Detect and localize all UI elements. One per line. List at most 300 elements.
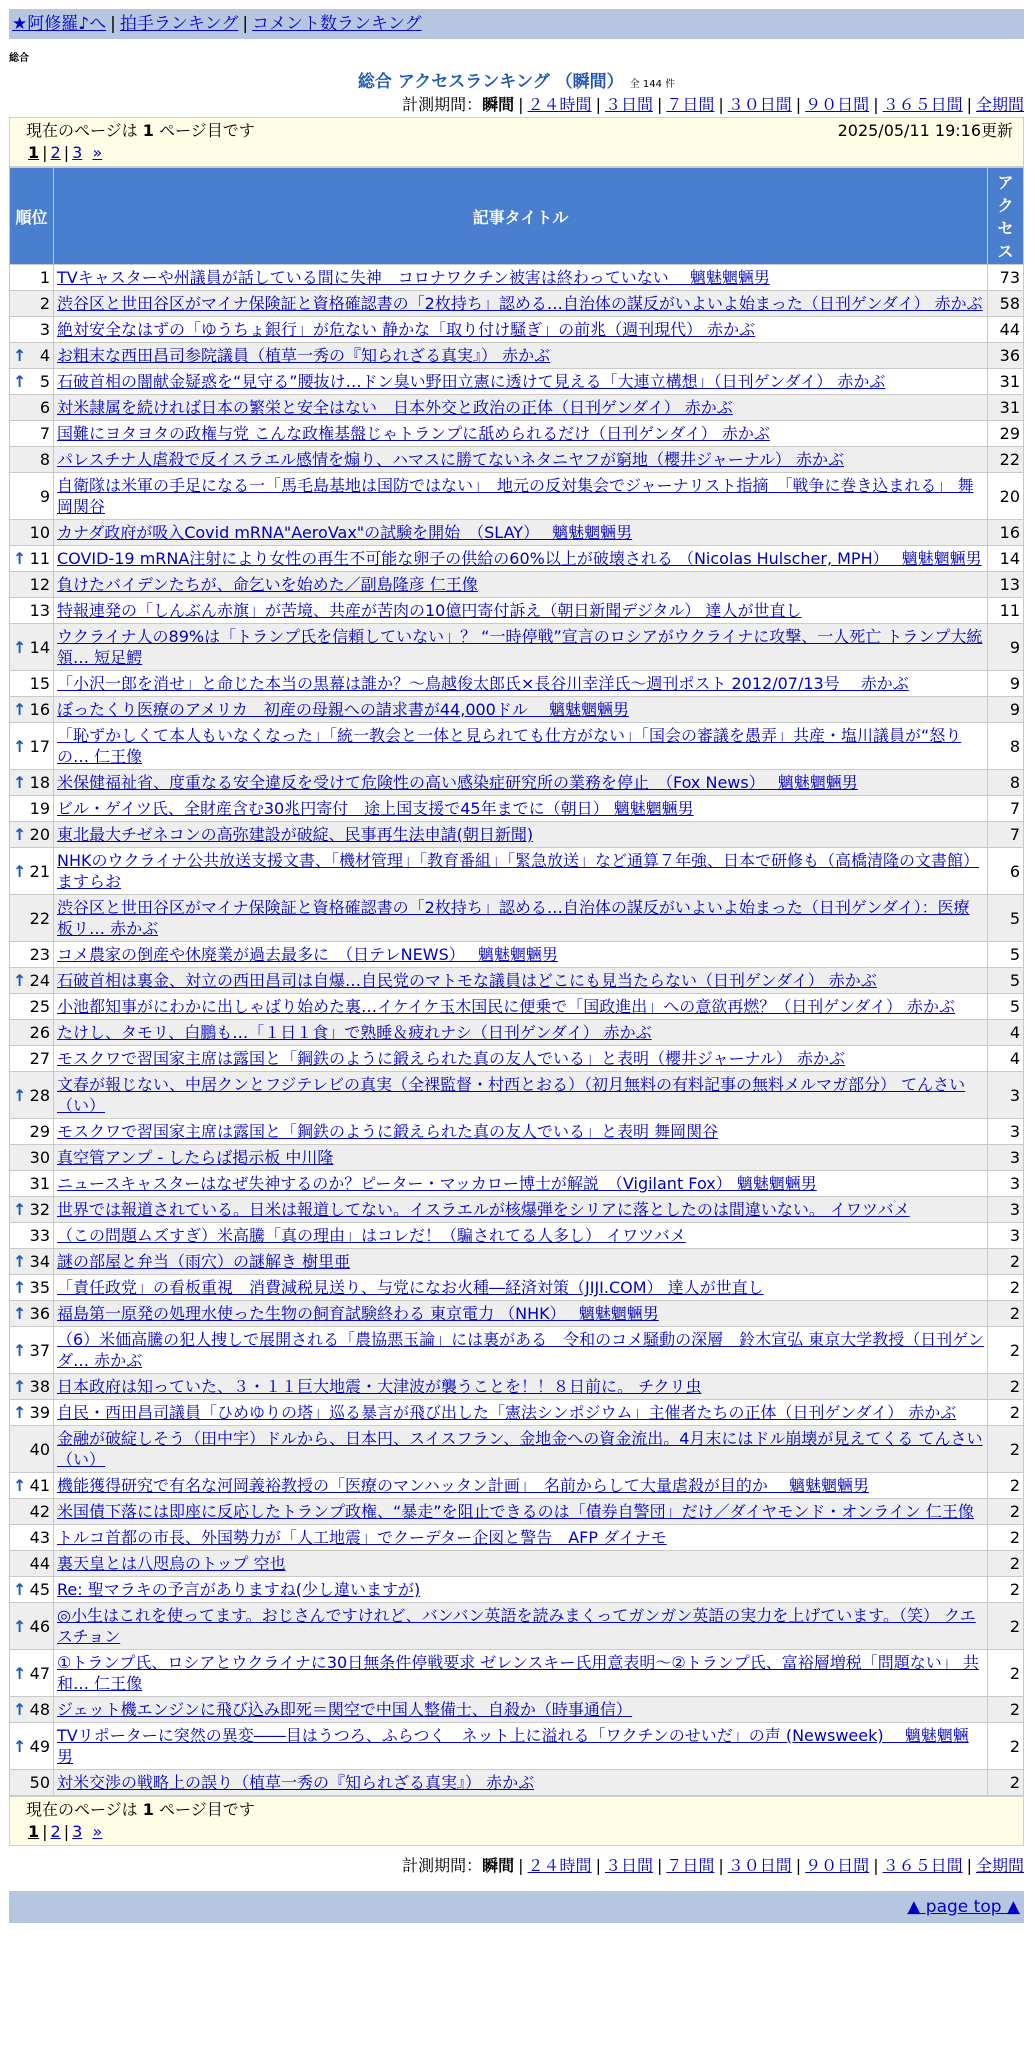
rank-cell: [10, 1020, 54, 1046]
article-link[interactable]: 世界では報道されている。日米は報道してない。イスラエルが核爆弾をシリアに落としたのは間違いない。 イワツバメ: [57, 1200, 910, 1219]
article-link[interactable]: 裏天皇とは八咫烏のトップ 空也: [57, 1554, 286, 1573]
access-count: 4: [988, 1046, 1024, 1072]
rank-number: 46: [29, 1616, 50, 1636]
period-label: 計測期間：: [402, 95, 483, 114]
period-link[interactable]: ３日間: [604, 95, 653, 114]
period-link[interactable]: 全期間: [975, 1856, 1024, 1875]
access-count: 2: [988, 1650, 1024, 1697]
rank-cell: [10, 1603, 54, 1650]
rank-number: 13: [29, 601, 50, 620]
period-label: 計測期間：: [402, 1856, 483, 1875]
updated-time: 2025/05/11 19:16更新: [837, 121, 1013, 140]
rank-number: 45: [29, 1580, 50, 1599]
ranking-table: [9, 167, 1024, 1796]
rank-number: 34: [29, 1252, 50, 1271]
access-count: 2: [988, 1499, 1024, 1525]
rank-up-icon: ↑: [13, 372, 27, 391]
access-count: 11: [988, 598, 1024, 624]
table-row: [10, 473, 1024, 520]
rank-number: 5: [39, 372, 50, 391]
rank-cell: [10, 796, 54, 822]
rank-cell: [10, 447, 54, 473]
header-title: 記事タイトル: [54, 168, 988, 265]
access-count: 14: [988, 546, 1024, 572]
ranking-title-bar: [9, 71, 1024, 93]
article-link[interactable]: たけし、タモリ、白鵬も…「１日１食」で熟睡＆疲れナシ（日刊ゲンダイ） 赤かぶ: [57, 1023, 652, 1042]
period-current: 瞬間: [482, 95, 515, 114]
table-row: [10, 1374, 1024, 1400]
access-count: 8: [988, 723, 1024, 770]
access-count: 16: [988, 520, 1024, 546]
page-separator: |: [42, 143, 48, 162]
rank-up-icon: ↑: [13, 1700, 27, 1719]
article-link[interactable]: 真空管アンプ - したらば掲示板 中川隆: [57, 1148, 334, 1167]
title-cell: [54, 1770, 988, 1796]
rank-cell: [10, 1119, 54, 1145]
rank-cell: [10, 1697, 54, 1723]
rank-up-icon: ↑: [13, 1476, 27, 1495]
article-link[interactable]: ジェット機エンジンに飛び込み即死＝関空で中国人整備士、自殺か（時事通信）: [57, 1700, 632, 1719]
period-link[interactable]: ７日間: [666, 1856, 715, 1875]
table-row: [10, 317, 1024, 343]
period-separator: |: [656, 1856, 663, 1875]
rank-cell: [10, 697, 54, 723]
article-link[interactable]: モスクワで習国家主席は露国と「鋼鉄のように鍛えられた真の友人でいる」と表明（櫻井ジャーナル） 赤かぶ: [57, 1049, 845, 1068]
table-row: [10, 1249, 1024, 1275]
table-row: [10, 291, 1024, 317]
article-link[interactable]: コメ農家の倒産や休廃業が過去最多に （日テレNEWS） 魑魅魍魎男: [57, 945, 558, 964]
period-link[interactable]: ３６５日間: [882, 95, 963, 114]
rank-number: 12: [29, 575, 50, 594]
access-count: 36: [988, 343, 1024, 369]
table-row: [10, 265, 1024, 291]
article-link[interactable]: TVリポーターに突然の異変――目はうつろ、ふらつく ネット上に溢れる「ワクチンのせいだ」の声 (Newsweek) 魑魅魍魎男: [57, 1726, 969, 1766]
access-count: 2: [988, 1249, 1024, 1275]
period-separator: |: [595, 95, 601, 114]
table-row: [10, 520, 1024, 546]
header-rank: 順位: [10, 168, 54, 265]
access-count: 2: [988, 1723, 1024, 1770]
article-link[interactable]: 対米隷属を続ければ日本の繁栄と安全はない 日本外交と政治の正体（日刊ゲンダイ） 赤かぶ: [57, 398, 733, 417]
rank-cell: [10, 343, 54, 369]
access-count: 2: [988, 1374, 1024, 1400]
rank-up-icon: ↑: [13, 700, 27, 719]
rank-up-icon: ↑: [13, 1616, 27, 1636]
title-cell: [54, 421, 988, 447]
rank-cell: [10, 994, 54, 1020]
rank-number: 14: [29, 637, 50, 657]
table-row: [10, 968, 1024, 994]
rank-up-icon: ↑: [13, 825, 27, 844]
title-cell: [54, 1697, 988, 1723]
title-cell: [54, 1171, 988, 1197]
rank-cell: [10, 473, 54, 520]
period-separator: |: [966, 95, 972, 114]
title-cell: [54, 1603, 988, 1650]
article-link[interactable]: 石破首相は裏金、対立の西田昌司は自爆…自民党のマトモな議員はどこにも見当たらない（日刊ゲンダイ） 赤かぶ: [57, 971, 877, 990]
rank-cell: [10, 369, 54, 395]
rank-number: 17: [29, 736, 50, 756]
rank-cell: [10, 291, 54, 317]
title-cell: [54, 1650, 988, 1697]
rank-number: 36: [29, 1304, 50, 1323]
rank-up-icon: ↑: [13, 1085, 27, 1105]
access-count: 2: [988, 1697, 1024, 1723]
current-page: 1: [28, 1822, 40, 1841]
rank-cell: [10, 265, 54, 291]
rank-number: 15: [29, 674, 50, 693]
table-row: [10, 1327, 1024, 1374]
article-link[interactable]: 文春が報じない、中居クンとフジテレビの真実（全裸監督・村西とおる）（初月無料の有料記事の無料メルマガ部分） てんさい（い）: [57, 1075, 966, 1115]
access-count: 5: [988, 994, 1024, 1020]
table-row: [10, 447, 1024, 473]
rank-number: 37: [29, 1340, 50, 1360]
period-separator: |: [795, 95, 802, 114]
rank-up-icon: ↑: [13, 1377, 27, 1396]
title-cell: [54, 624, 988, 671]
title-cell: [54, 1374, 988, 1400]
table-row: [10, 572, 1024, 598]
rank-number: 6: [39, 398, 50, 417]
rank-cell: [10, 1525, 54, 1551]
page-status: 現在のページは 1 ページ目です: [26, 1800, 255, 1819]
period-link[interactable]: ７日間: [666, 95, 715, 114]
period-link[interactable]: ３０日間: [727, 95, 792, 114]
title-cell: [54, 671, 988, 697]
access-count: 5: [988, 968, 1024, 994]
page-link[interactable]: 2: [50, 143, 61, 162]
article-link[interactable]: （この問題ムズすぎ）米高騰「真の理由」はコレだ！（騙されてる人多し） イワツバメ: [57, 1226, 686, 1245]
rank-number: 32: [29, 1200, 50, 1219]
comment-ranking-link[interactable]: コメント数ランキング: [252, 14, 422, 34]
title-cell: [54, 473, 988, 520]
rank-cell: [10, 1770, 54, 1796]
access-count: 58: [988, 291, 1024, 317]
access-count: 3: [988, 1145, 1024, 1171]
period-separator: |: [873, 1856, 879, 1875]
access-count: 29: [988, 421, 1024, 447]
title-cell: [54, 723, 988, 770]
article-link[interactable]: 「小沢一郎を消せ」と命じた本当の黒幕は誰か？～鳥越俊太郎氏×長谷川幸洋氏～週刊ポスト 2012/07/13号 赤かぶ: [57, 674, 909, 693]
article-link[interactable]: 「恥ずかしくて本人もいなくなった」「統一教会と一体と見られても仕方がない」「国会の審議を愚弄」共産・塩川議員が“怒りの… 仁王像: [57, 726, 962, 766]
page-links: [26, 1821, 1013, 1843]
rank-cell: [10, 1400, 54, 1426]
title-cell: [54, 1327, 988, 1374]
title-cell: [54, 770, 988, 796]
page-link[interactable]: 3: [72, 143, 83, 162]
table-row: [10, 1171, 1024, 1197]
spacer: [82, 143, 92, 162]
article-link[interactable]: 東北最大チゼネコンの高弥建設が破綻、民事再生法申請(朝日新聞): [57, 825, 534, 844]
rank-cell: [10, 723, 54, 770]
rank-number: 31: [29, 1174, 50, 1193]
period-link[interactable]: ９０日間: [805, 95, 870, 114]
rank-cell: [10, 770, 54, 796]
period-link[interactable]: ２４時間: [527, 1856, 592, 1875]
next-page-link[interactable]: »: [92, 143, 103, 162]
rank-up-icon: ↑: [13, 1200, 27, 1219]
rank-cell: [10, 546, 54, 572]
rank-number: 4: [39, 346, 50, 365]
page-link[interactable]: 2: [50, 1822, 61, 1841]
access-count: 9: [988, 697, 1024, 723]
rank-number: 23: [29, 945, 50, 964]
article-link[interactable]: 機能獲得研究で有名な河岡義裕教授の「医療のマンハッタン計画」 名前からして大量虐殺が目的か 魑魅魍魎男: [57, 1476, 869, 1495]
table-row: [10, 343, 1024, 369]
access-count: 3: [988, 1197, 1024, 1223]
article-link[interactable]: モスクワで習国家主席は露国と「鋼鉄のように鍛えられた真の友人でいる」と表明 舞岡関谷: [57, 1122, 719, 1141]
article-link[interactable]: 小池都知事がにわかに出しゃばり始めた裏…イケイケ玉木国民に便乗で「国政進出」への意欲再燃？（日刊ゲンダイ） 赤かぶ: [57, 997, 956, 1016]
article-link[interactable]: Re: 聖マラキの予言がありますね(少し違いますが): [57, 1580, 421, 1599]
period-link[interactable]: 全期間: [975, 95, 1024, 114]
article-link[interactable]: 福島第一原発の処理水使った生物の飼育試験終わる 東京電力 （NHK） 魑魅魍魎男: [57, 1304, 659, 1323]
page-top-link[interactable]: ▲ page top ▲: [907, 1897, 1020, 1917]
rank-cell: [10, 1551, 54, 1577]
rank-cell: [10, 572, 54, 598]
title-cell: [54, 1426, 988, 1473]
rank-cell: [10, 1275, 54, 1301]
article-link[interactable]: カナダ政府が吸入Covid mRNA"AeroVax"の試験を開始 （SLAY） 魑魅魍魎男: [57, 523, 633, 542]
article-link[interactable]: 渋谷区と世田谷区がマイナ保険証と資格確認書の「2枚持ち」認める…自治体の謀反がいよいよ始まった（日刊ゲンダイ） 赤かぶ: [57, 294, 983, 313]
rank-up-icon: ↑: [13, 1252, 27, 1271]
article-link[interactable]: ぼったくり医療のアメリカ 初産の母親への請求書が44,000ドル 魑魅魍魎男: [57, 700, 629, 719]
next-page-link[interactable]: »: [92, 1822, 103, 1841]
period-separator: |: [795, 1856, 802, 1875]
rank-cell: [10, 1374, 54, 1400]
article-link[interactable]: 石破首相の闇献金疑惑を“見守る”腰抜け…ドン臭い野田立憲に透けて見える「大連立構想」（日刊ゲンダイ） 赤かぶ: [57, 372, 886, 391]
rank-cell: [10, 1426, 54, 1473]
title-cell: [54, 1046, 988, 1072]
rank-number: 3: [39, 320, 50, 339]
access-count: 3: [988, 1072, 1024, 1119]
article-link[interactable]: 特報連発の「しんぶん赤旗」が苦境、共産が苦肉の10億円寄付訴え（朝日新聞デジタル） 達人が世直し: [57, 601, 802, 620]
title-cell: [54, 942, 988, 968]
access-count: 9: [988, 624, 1024, 671]
title-cell: [54, 447, 988, 473]
article-link[interactable]: COVID-19 mRNA注射により女性の再生不可能な卵子の供給の60%以上が破壊される （Nicolas Hulscher, MPH） 魑魅魍魎男: [57, 549, 982, 568]
title-cell: [54, 317, 988, 343]
current-page: 1: [28, 143, 40, 162]
article-link[interactable]: NHKのウクライナ公共放送支援文書、「機材管理」「教育番組」「緊急放送」など通算７年強、日本で研修も（高橋清隆の文書館） ますらお: [57, 851, 980, 891]
rank-number: 24: [29, 971, 50, 990]
access-count: 4: [988, 1020, 1024, 1046]
rank-up-icon: ↑: [13, 971, 27, 990]
rank-up-icon: ↑: [13, 1340, 27, 1360]
rank-cell: [10, 895, 54, 942]
table-row: [10, 1072, 1024, 1119]
table-row: [10, 1223, 1024, 1249]
table-row: [10, 1473, 1024, 1499]
nav-separator: |: [110, 14, 116, 34]
article-link[interactable]: ウクライナ人の89%は「トランプ氏を信頼していない」？ “一時停戦”宣言のロシアがウクライナに攻撃、一人死亡 トランプ大統領… 短足鰐: [57, 627, 983, 667]
rank-number: 33: [29, 1226, 50, 1245]
rank-up-icon: ↑: [13, 1403, 27, 1422]
article-link[interactable]: ◎小生はこれを使ってます。おじさんですけれど、バンバン英語を読みまくってガンガン英語の実力を上げています。（笑） クエスチョン: [57, 1606, 976, 1646]
title-cell: [54, 265, 988, 291]
table-row: [10, 1525, 1024, 1551]
spacer: [82, 1822, 92, 1841]
article-link[interactable]: ①トランプ氏、ロシアとウクライナに30日無条件停戦要求 ゼレンスキー氏用意表明～②トランプ氏、富裕層増税「問題ない」 共和… 仁王像: [57, 1653, 979, 1693]
access-count: 5: [988, 942, 1024, 968]
rank-number: 7: [39, 424, 50, 443]
period-selector-bottom: [9, 1854, 1024, 1878]
page-link[interactable]: 3: [72, 1822, 83, 1841]
title-cell: [54, 1499, 988, 1525]
rank-up-icon: ↑: [13, 1580, 27, 1599]
period-selector: [9, 93, 1024, 117]
access-count: 2: [988, 1770, 1024, 1796]
table-row: [10, 697, 1024, 723]
table-row: [10, 1577, 1024, 1603]
article-link[interactable]: 自民・西田昌司議員「ひめゆりの塔」巡る暴言が飛び出した「憲法シンポジウム」主催者たちの正体（日刊ゲンダイ） 赤かぶ: [57, 1403, 957, 1422]
access-count: 9: [988, 671, 1024, 697]
title-cell: [54, 1072, 988, 1119]
table-row: [10, 1551, 1024, 1577]
title-cell: [54, 895, 988, 942]
access-count: 2: [988, 1275, 1024, 1301]
table-row: [10, 1020, 1024, 1046]
title-cell: [54, 1249, 988, 1275]
period-link[interactable]: ３６５日間: [882, 1856, 963, 1875]
access-count: 2: [988, 1400, 1024, 1426]
table-row: [10, 1197, 1024, 1223]
access-count: 7: [988, 796, 1024, 822]
access-count: 2: [988, 1327, 1024, 1374]
page-separator: |: [63, 143, 70, 162]
article-link[interactable]: TVキャスターや州議員が話している間に失神 コロナワクチン被害は終わっていない 魑魅魍魎男: [57, 268, 770, 287]
rank-number: 9: [39, 486, 50, 506]
article-link[interactable]: 米保健福祉省、度重なる安全違反を受けて危険性の高い感染症研究所の業務を停止 （Fox News） 魑魅魍魎男: [57, 773, 858, 792]
title-cell: [54, 1400, 988, 1426]
category-label: 総合: [9, 53, 29, 64]
rank-number: 25: [29, 997, 50, 1016]
rank-number: 1: [39, 268, 50, 287]
title-cell: [54, 1473, 988, 1499]
rank-cell: [10, 1145, 54, 1171]
access-count: 2: [988, 1525, 1024, 1551]
table-row: [10, 723, 1024, 770]
rank-number: 35: [29, 1278, 50, 1297]
applause-ranking-link[interactable]: 拍手ランキング: [119, 14, 239, 34]
title-cell: [54, 546, 988, 572]
table-row: [10, 895, 1024, 942]
rank-up-icon: ↑: [13, 861, 27, 881]
access-count: 3: [988, 1171, 1024, 1197]
table-row: [10, 1145, 1024, 1171]
article-link[interactable]: 米国債下落には即座に反応したトランプ政権、“暴走”を阻止できるのは「債券自警団」だけ／ダイヤモンド・オンライン 仁王像: [57, 1502, 974, 1521]
article-link[interactable]: お粗末な西田昌司参院議員（植草一秀の『知られざる真実』） 赤かぶ: [57, 346, 551, 365]
rank-cell: [10, 1473, 54, 1499]
rank-number: 38: [29, 1377, 50, 1396]
rank-cell: [10, 1072, 54, 1119]
access-count: 2: [988, 1551, 1024, 1577]
article-link[interactable]: 渋谷区と世田谷区がマイナ保険証と資格確認書の「2枚持ち」認める…自治体の謀反がいよいよ始まった（日刊ゲンダイ）：医療板リ… 赤かぶ: [57, 898, 970, 938]
article-link[interactable]: 自衛隊は米軍の手足になる一「馬毛島基地は国防ではない」 地元の反対集会でジャーナリスト指摘 「戦争に巻き込まれる」 舞岡関谷: [57, 476, 974, 516]
title-cell: [54, 369, 988, 395]
rank-number: 11: [29, 549, 50, 568]
rank-number: 49: [29, 1736, 50, 1756]
article-link[interactable]: 国難にヨタヨタの政権与党 こんな政権基盤じゃトランプに舐められるだけ（日刊ゲンダイ） 赤かぶ: [57, 424, 770, 443]
rank-cell: [10, 1197, 54, 1223]
article-link[interactable]: 金融が破綻しそう（田中宇）ドルから、日本円、スイスフラン、金地金への資金流出。4月末にはドル崩壊が見えてくる てんさい（い）: [57, 1429, 983, 1469]
period-link[interactable]: ３日間: [604, 1856, 653, 1875]
title-cell: [54, 1223, 988, 1249]
rank-cell: [10, 822, 54, 848]
article-link[interactable]: 謎の部屋と弁当（雨穴）の謎解き 樹里亜: [57, 1252, 351, 1271]
table-row: [10, 1770, 1024, 1796]
access-count: 13: [988, 572, 1024, 598]
table-row: [10, 369, 1024, 395]
period-link[interactable]: ３０日間: [727, 1856, 792, 1875]
title-cell: [54, 822, 988, 848]
access-count: 73: [988, 265, 1024, 291]
article-link[interactable]: 負けたバイデンたちが、命乞いを始めた／副島隆彦 仁王像: [57, 575, 478, 594]
period-separator: |: [595, 1856, 601, 1875]
article-link[interactable]: ビル・ゲイツ氏、全財産含む30兆円寄付 途上国支援で45年までに（朝日） 魑魅魍魎男: [57, 799, 694, 818]
article-link[interactable]: パレスチナ人虐殺で反イスラエル感情を煽り、ハマスに勝てないネタニヤフが窮地（櫻井ジャーナル） 赤かぶ: [57, 450, 845, 469]
period-link[interactable]: ２４時間: [527, 95, 592, 114]
rank-number: 39: [29, 1403, 50, 1422]
table-row: [10, 671, 1024, 697]
rank-number: 21: [29, 861, 50, 881]
access-count: 8: [988, 770, 1024, 796]
title-cell: [54, 848, 988, 895]
access-count: 44: [988, 317, 1024, 343]
rank-cell: [10, 1577, 54, 1603]
title-cell: [54, 1145, 988, 1171]
title-cell: [54, 343, 988, 369]
article-link[interactable]: ニュースキャスターはなぜ失神するのか？ピーター・マッカロー博士が解説 （Vigilant Fox） 魑魅魍魎男: [57, 1174, 817, 1193]
title-cell: [54, 994, 988, 1020]
article-link[interactable]: トルコ首都の市長、外国勢力が「人工地震」でクーデター企図と警告 AFP ダイナモ: [57, 1528, 667, 1547]
rank-number: 29: [29, 1122, 50, 1141]
rank-up-icon: ↑: [13, 773, 27, 792]
rank-cell: [10, 317, 54, 343]
rank-number: 30: [29, 1148, 50, 1167]
title-cell: [54, 520, 988, 546]
rank-number: 20: [29, 825, 50, 844]
rank-cell: [10, 1327, 54, 1374]
article-link[interactable]: 対米交渉の戦略上の誤り（植草一秀の『知られざる真実』） 赤かぶ: [57, 1773, 535, 1792]
article-link[interactable]: 絶対安全なはずの「ゆうちょ銀行」が危ない 静かな「取り付け騒ぎ」の前兆（週刊現代） 赤かぶ: [57, 320, 756, 339]
rank-number: 50: [29, 1773, 50, 1792]
article-link[interactable]: 「責任政党」の看板重視 消費減税見送り、与党になお火種―経済対策（JIJI.COM） 達人が世直し: [57, 1278, 764, 1297]
title-cell: [54, 598, 988, 624]
table-row: [10, 1603, 1024, 1650]
rank-cell: [10, 1171, 54, 1197]
access-count: 2: [988, 1301, 1024, 1327]
period-link[interactable]: ９０日間: [805, 1856, 870, 1875]
article-link[interactable]: （6）米価高騰の犯人捜しで展開される「農協悪玉論」には裏がある 令和のコメ騒動の深層 鈴木宣弘 東京大学教授（日刊ゲンダ… 赤かぶ: [57, 1330, 984, 1370]
home-link[interactable]: ★阿修羅♪へ: [12, 14, 107, 34]
table-row: [10, 1426, 1024, 1473]
rank-cell: [10, 598, 54, 624]
pager-top: [9, 117, 1024, 167]
table-header: [10, 168, 1024, 265]
table-row: [10, 942, 1024, 968]
period-separator: |: [718, 95, 724, 114]
title-cell: [54, 968, 988, 994]
rank-number: 47: [29, 1663, 50, 1683]
bottom-bar: [9, 1891, 1024, 1923]
rank-number: 2: [39, 294, 50, 313]
pager-bottom: [9, 1796, 1024, 1846]
article-link[interactable]: 日本政府は知っていた、３・１１巨大地震・大津波が襲うことを！！８日前に。 チクリ虫: [57, 1377, 702, 1396]
nav-separator: |: [242, 14, 249, 34]
period-separator: |: [518, 1856, 524, 1875]
table-row: [10, 822, 1024, 848]
access-count: 2: [988, 1577, 1024, 1603]
